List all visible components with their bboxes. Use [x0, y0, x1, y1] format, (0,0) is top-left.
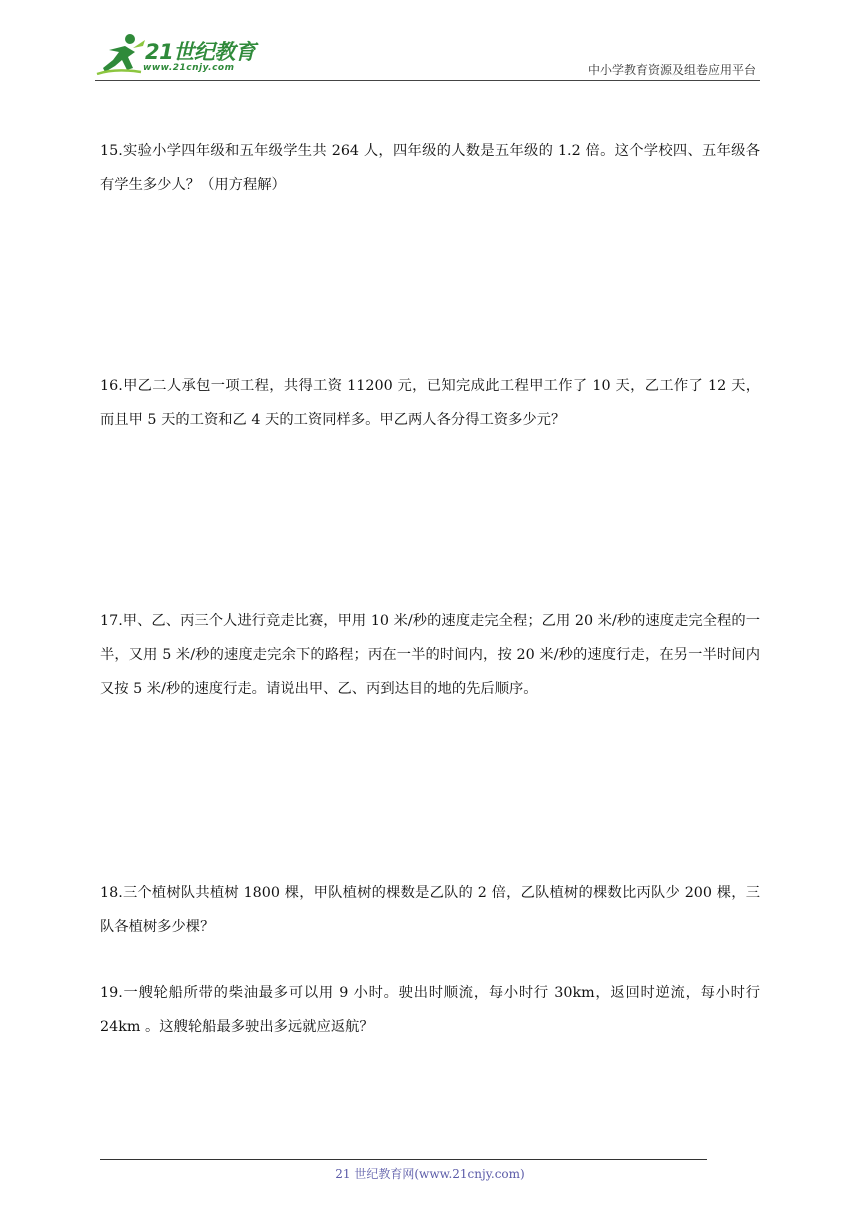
question-number: 16.: [100, 378, 123, 394]
question-text: 甲、乙、丙三个人进行竞走比赛，甲用 10 米/秒的速度走完全程；乙用 20 米/秒的速度走完全程的一半，又用 5 米/秒的速度走完余下的路程；丙在一半的时间内，按 20 米/秒的速度行走，在另一半时间内又按 5 米/秒的速度行走。请说出甲、乙、丙到达目的地的先后顺序。: [100, 613, 760, 697]
runner-logo-icon: [95, 30, 147, 78]
page-header: [95, 30, 760, 81]
question-number: 17.: [100, 613, 123, 629]
question-text: 甲乙二人承包一项工程，共得工资 11200 元，已知完成此工程甲工作了 10 天，乙工作了 12 天，而且甲 5 天的工资和乙 4 天的工资同样多。甲乙两人各分得工资多少元？: [100, 378, 760, 428]
question-19: [100, 976, 760, 1044]
question-number: 18.: [100, 885, 123, 901]
site-logo: [95, 30, 265, 78]
question-18: [100, 876, 760, 944]
logo-title: 21世纪教育: [145, 40, 256, 64]
question-number: 19.: [100, 985, 123, 1001]
question-text: 一艘轮船所带的柴油最多可以用 9 小时。驶出时顺流，每小时行 30km，返回时逆流，每小时行 24km 。这艘轮船最多驶出多远就应返航？: [100, 985, 760, 1035]
footer-divider: [100, 1159, 707, 1160]
question-15: [100, 134, 760, 202]
question-text: 实验小学四年级和五年级学生共 264 人，四年级的人数是五年级的 1.2 倍。这个学校四、五年级各有学生多少人？（用方程解）: [100, 143, 760, 193]
question-17: [100, 604, 760, 706]
logo-url: www.21cnjy.com: [143, 63, 235, 73]
platform-name: 中小学教育资源及组卷应用平台: [587, 63, 756, 77]
question-text: 三个植树队共植树 1800 棵，甲队植树的棵数是乙队的 2 倍，乙队植树的棵数比丙队少 200 棵，三队各植树多少棵？: [100, 885, 760, 935]
footer-text: 21 世纪教育网(www.21cnjy.com): [335, 1167, 525, 1181]
question-16: [100, 369, 760, 437]
question-number: 15.: [100, 143, 123, 159]
